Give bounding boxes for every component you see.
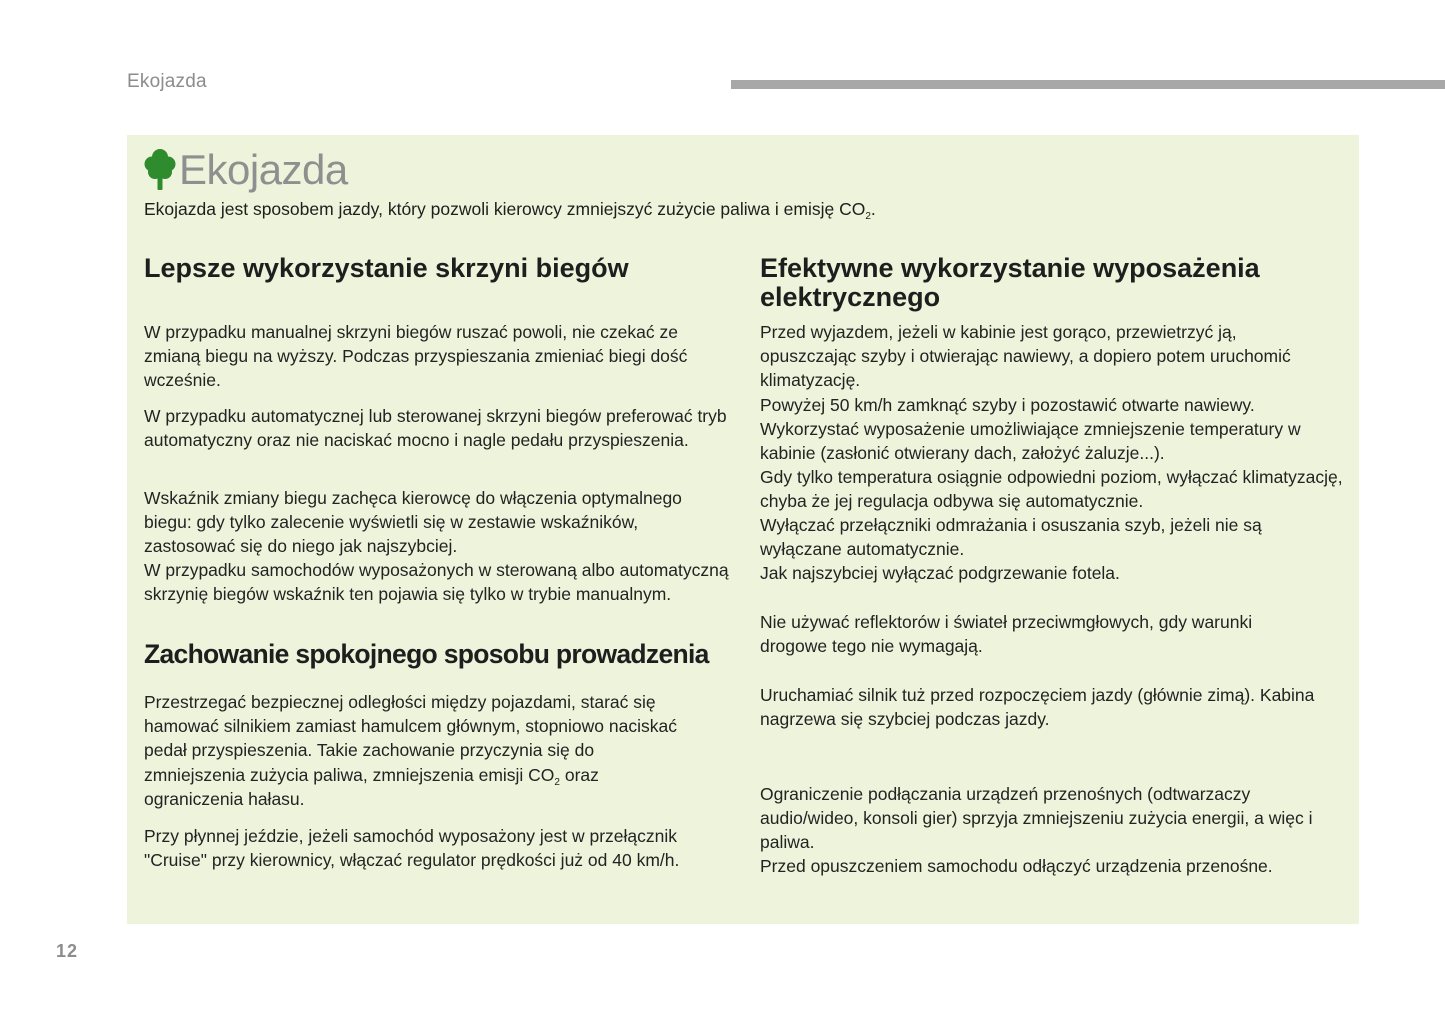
header-bar — [731, 80, 1445, 89]
paragraph-fog-lights: Nie używać reflektorów i świateł przeciwmgłowych, gdy warunki drogowe tego nie wymagają. — [760, 612, 1253, 657]
intro-text: Ekojazda jest sposobem jazdy, który pozwoli kierowcy zmniejszyć zużycie paliwa i emisję $CO_2$. — [144, 199, 876, 222]
paragraph-indicator-manual-mode: W przypadku samochodów wyposażonych w sterowaną albo automatyczną skrzynię biegów wskaźnik ten pojawia się tylko w trybie manualnym. — [144, 560, 729, 605]
paragraph-engine-start: Uruchamiać silnik tuż przed rozpoczęciem jazdy (głównie zimą). Kabina nagrzewa się szybciej podczas jazdy. — [760, 685, 1315, 730]
page-number: 12 — [56, 941, 79, 961]
heading-electrical-equipment: Efektywne wykorzystanie wyposażenia elektrycznego — [760, 253, 1260, 312]
header-section-title: Ekojazda — [127, 71, 207, 92]
paragraph-disconnect-devices: Przed opuszczeniem samochodu odłączyć urządzenia przenośne. — [760, 856, 1273, 876]
paragraph-cruise-control: Przy płynnej jeździe, jeżeli samochód wyposażony jest w przełącznik "Cruise" przy kierownicy, włączać regulator prędkości już od 40 km/h. — [144, 826, 680, 871]
paragraph-reduce-temperature: Wykorzystać wyposażenie umożliwiające zmniejszenie temperatury w kabinie (zasłonić otwierany dach, założyć żaluzje...). — [760, 419, 1301, 464]
paragraph-portable-devices: Ograniczenie podłączania urządzeń przenośnych (odtwarzaczy audio/wideo, konsoli gier) sprzyja zmniejszeniu zużycia energii, a więc i paliwa. — [760, 784, 1313, 853]
paragraph-safe-distance: Przestrzegać bezpiecznej odległości między pojazdami, starać się hamować silnikiem zamiast hamulcem głównym, stopniowo naciskać pedał przyspieszenia. Takie zachowanie przyczynia się do zmniejszenia zużycia paliwa, zmniejszenia emisji $CO_2$ oraz ograniczenia hałasu. — [144, 692, 677, 809]
paragraph-manual-gearbox: W przypadku manualnej skrzyni biegów ruszać powoli, nie czekać ze zmianą biegu na wyższy. Podczas przyspieszania zmieniać biegi dość wcześnie. — [144, 322, 688, 391]
paragraph-automatic-gearbox: W przypadku automatycznej lub sterowanej skrzyni biegów preferować tryb automatyczny oraz nie naciskać mocno i nagle pedału przyspieszenia. — [144, 406, 727, 451]
paragraph-gear-indicator: Wskaźnik zmiany biegu zachęca kierowcę do włączenia optymalnego biegu: gdy tylko zalecenie wyświetli się w zestawie wskaźników, zastosować się do niego jak najszybciej. — [144, 488, 682, 557]
tree-icon — [144, 148, 176, 192]
paragraph-seat-heating: Jak najszybciej wyłączać podgrzewanie fotela. — [760, 563, 1120, 583]
heading-gearbox: Lepsze wykorzystanie skrzyni biegów — [144, 253, 629, 283]
heading-calm-driving: Zachowanie spokojnego sposobu prowadzenia — [144, 639, 709, 669]
page-title: Ekojazda — [179, 146, 348, 193]
page-title-row — [144, 148, 348, 192]
paragraph-ventilate-before-driving: Przed wyjazdem, jeżeli w kabinie jest gorąco, przewietrzyć ją, opuszczając szyby i otwierając nawiewy, a dopiero potem uruchomić klimatyzację. — [760, 322, 1291, 391]
paragraph-close-windows: Powyżej 50 km/h zamknąć szyby i pozostawić otwarte nawiewy. — [760, 395, 1255, 415]
paragraph-air-conditioning: Gdy tylko temperatura osiągnie odpowiedni poziom, wyłączać klimatyzację, chyba że jej regulacja odbywa się automatycznie. — [760, 467, 1343, 512]
paragraph-defrost-switches: Wyłączać przełączniki odmrażania i osuszania szyb, jeżeli nie są wyłączane automatycznie. — [760, 515, 1262, 560]
